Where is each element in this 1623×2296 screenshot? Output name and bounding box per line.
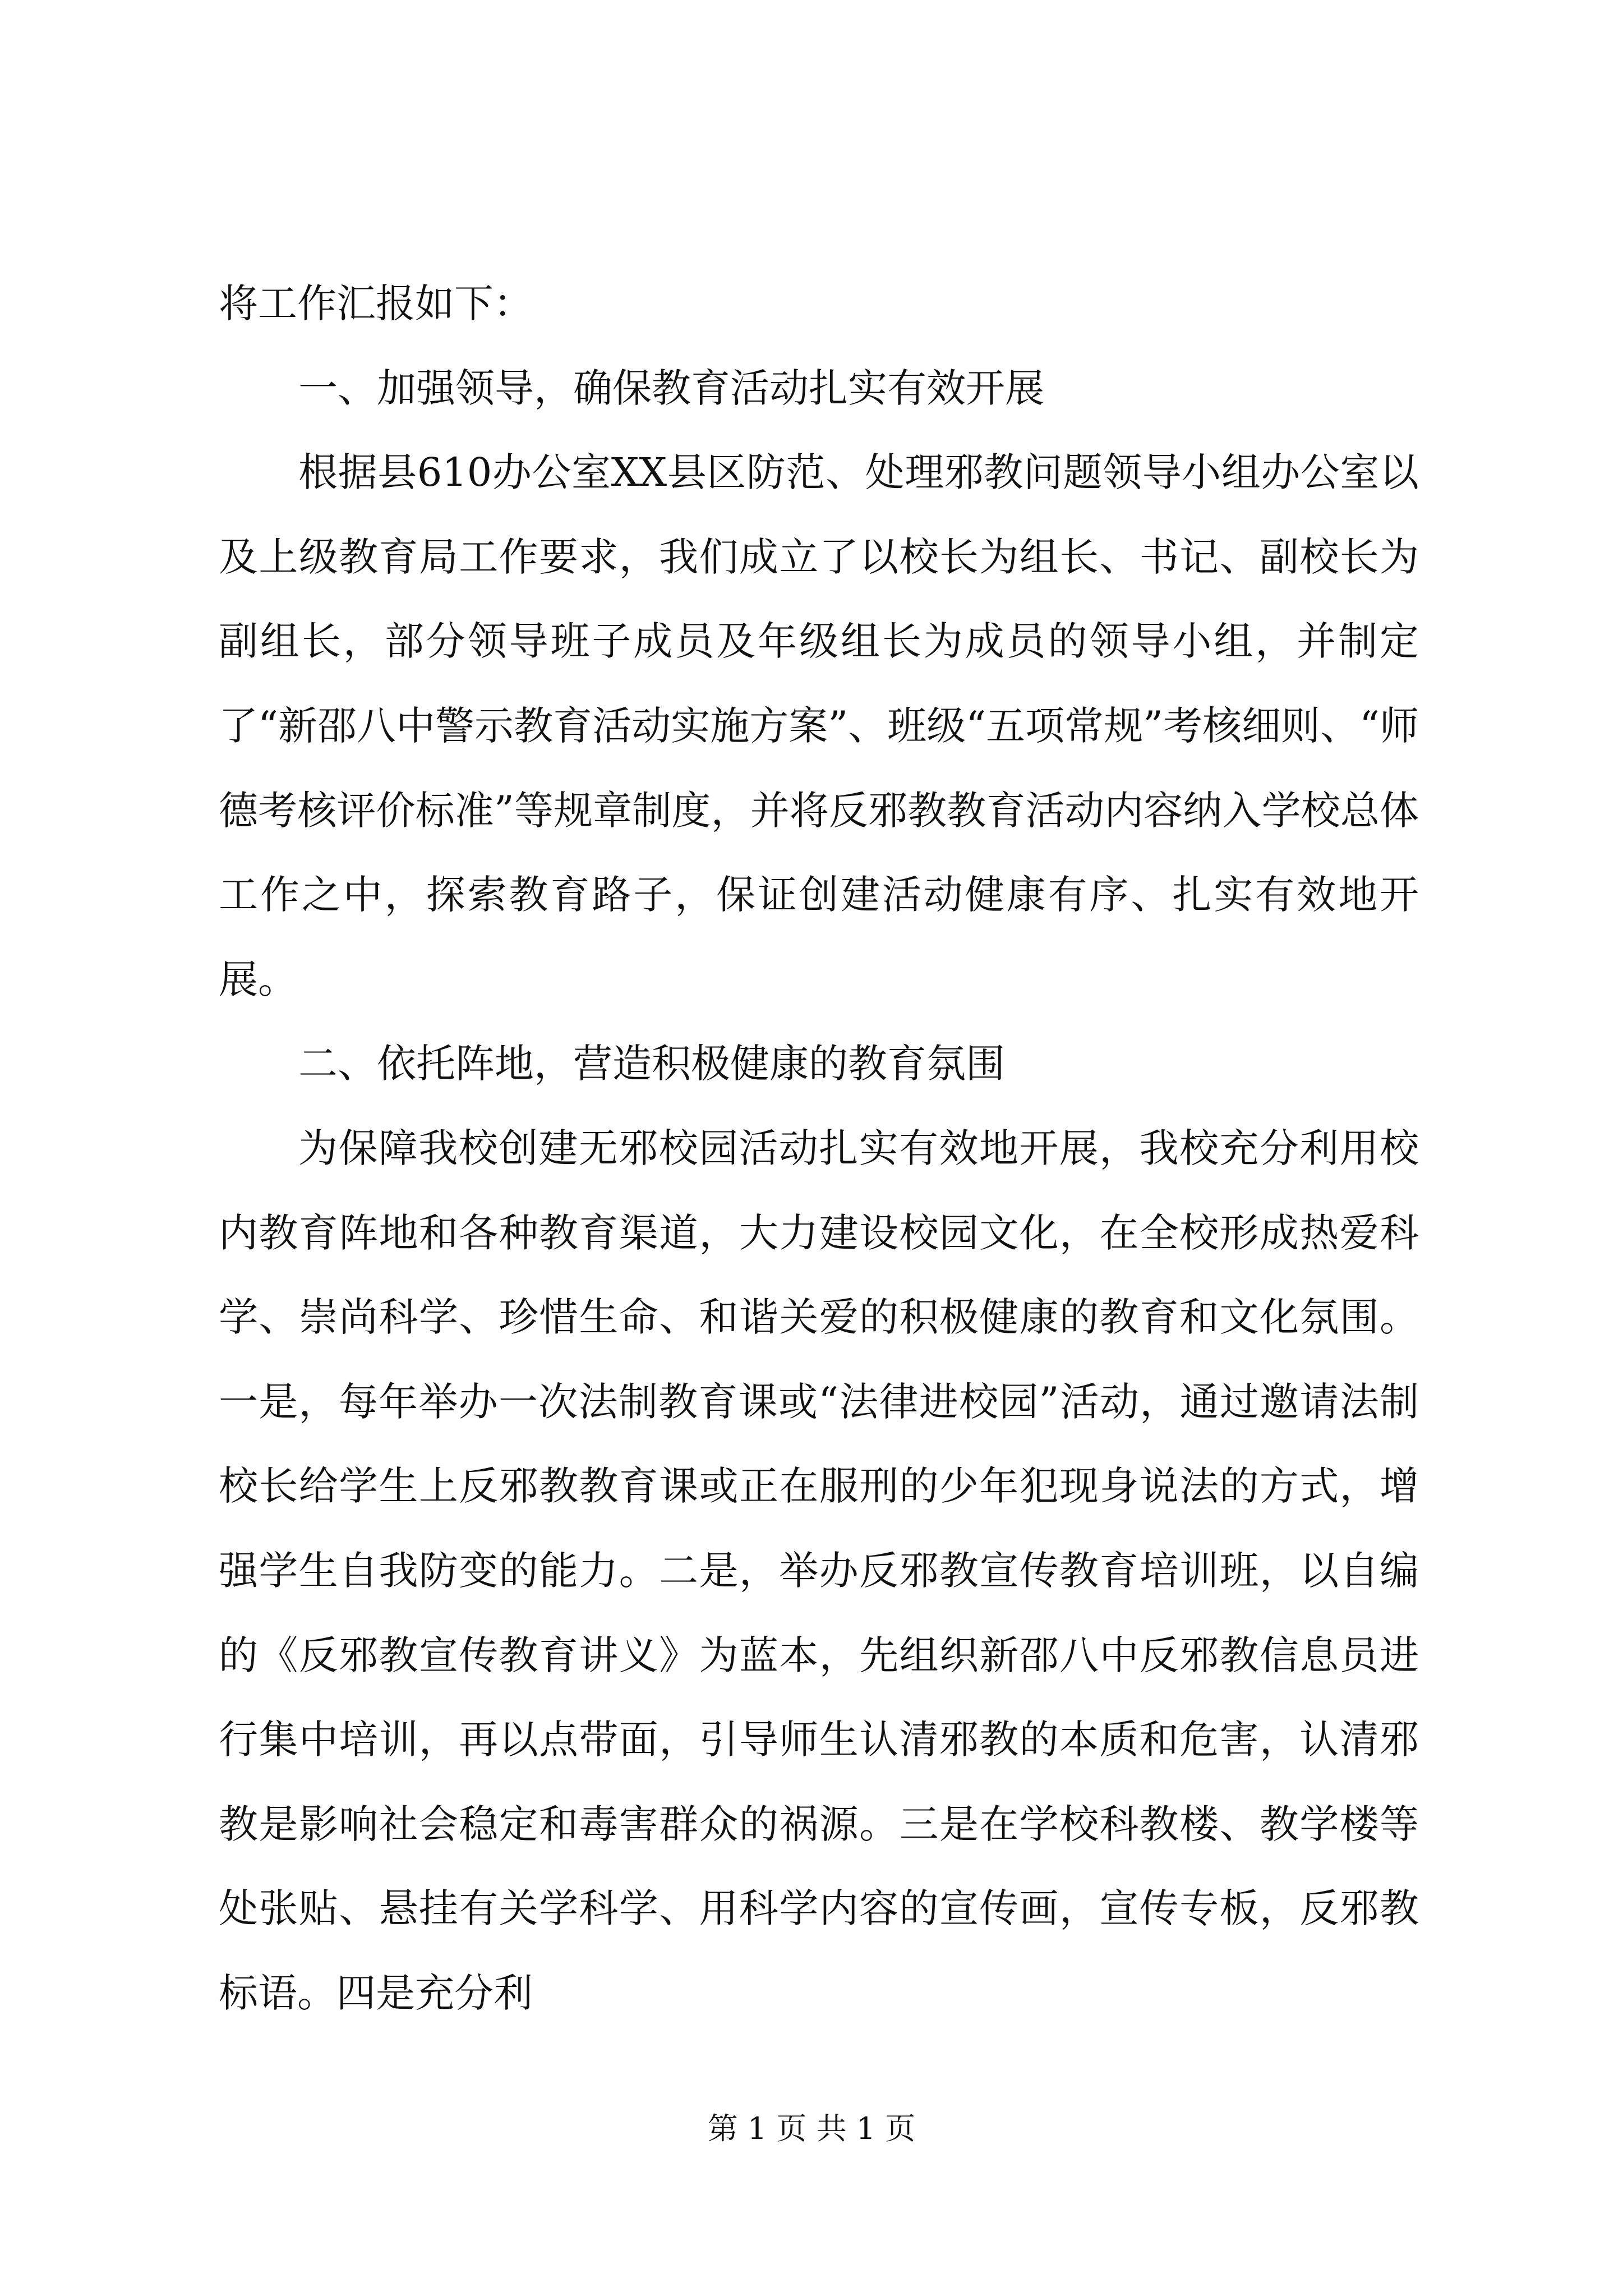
- paragraph-intro: 将工作汇报如下：: [219, 280, 533, 326]
- paragraph-section-2: 为保障我校创建无邪校园活动扎实有效地开展，我校充分利用校内教育阵地和各种教育渠道，大力建设校园文化，在全校形成热爱科学、崇尚科学、珍惜生命、和谐关爱的积极健康的教育和文化氛围。一是，每年举办一次法制教育课或“法律进校园”活动，通过邀请法制校长给学生上反邪教教育课或正在服刑的少年犯现身说法的方式，增强学生自我防变的能力。二是，举办反邪教宣传教育培训班，以自编的《反邪教宣传教育讲义》为蓝本，先组织新邵八中反邪教信息员进行集中培训，再以点带面，引导师生认清邪教的本质和危害，认清邪教是影响社会稳定和毒害群众的祸源。三是在学校科教楼、教学楼等处张贴、悬挂有关学科学、用科学内容的宣传画，宣传专板，反邪教标语。四是充分利: [219, 1125, 1419, 2016]
- heading-section-1: 一、加强领导，确保教育活动扎实有效开展: [298, 365, 1044, 411]
- paragraph-section-1: 根据县610办公室XX县区防范、处理邪教问题领导小组办公室以及上级教育局工作要求，我们成立了以校长为组长、书记、副校长为副组长，部分领导班子成员及年级组长为成员的领导小组，并制定了“新邵八中警示教育活动实施方案”、班级“五项常规”考核细则、“师德考核评价标准”等规章制度，并将反邪教教育活动内容纳入学校总体工作之中，探索教育路子，保证创建活动健康有序、扎实有效地开展。: [219, 449, 1419, 1002]
- heading-section-2: 二、依托阵地，营造积极健康的教育氛围: [298, 1041, 1005, 1087]
- page-footer: 第 1 页 共 1 页: [707, 2111, 916, 2146]
- document-body: [219, 261, 1419, 2035]
